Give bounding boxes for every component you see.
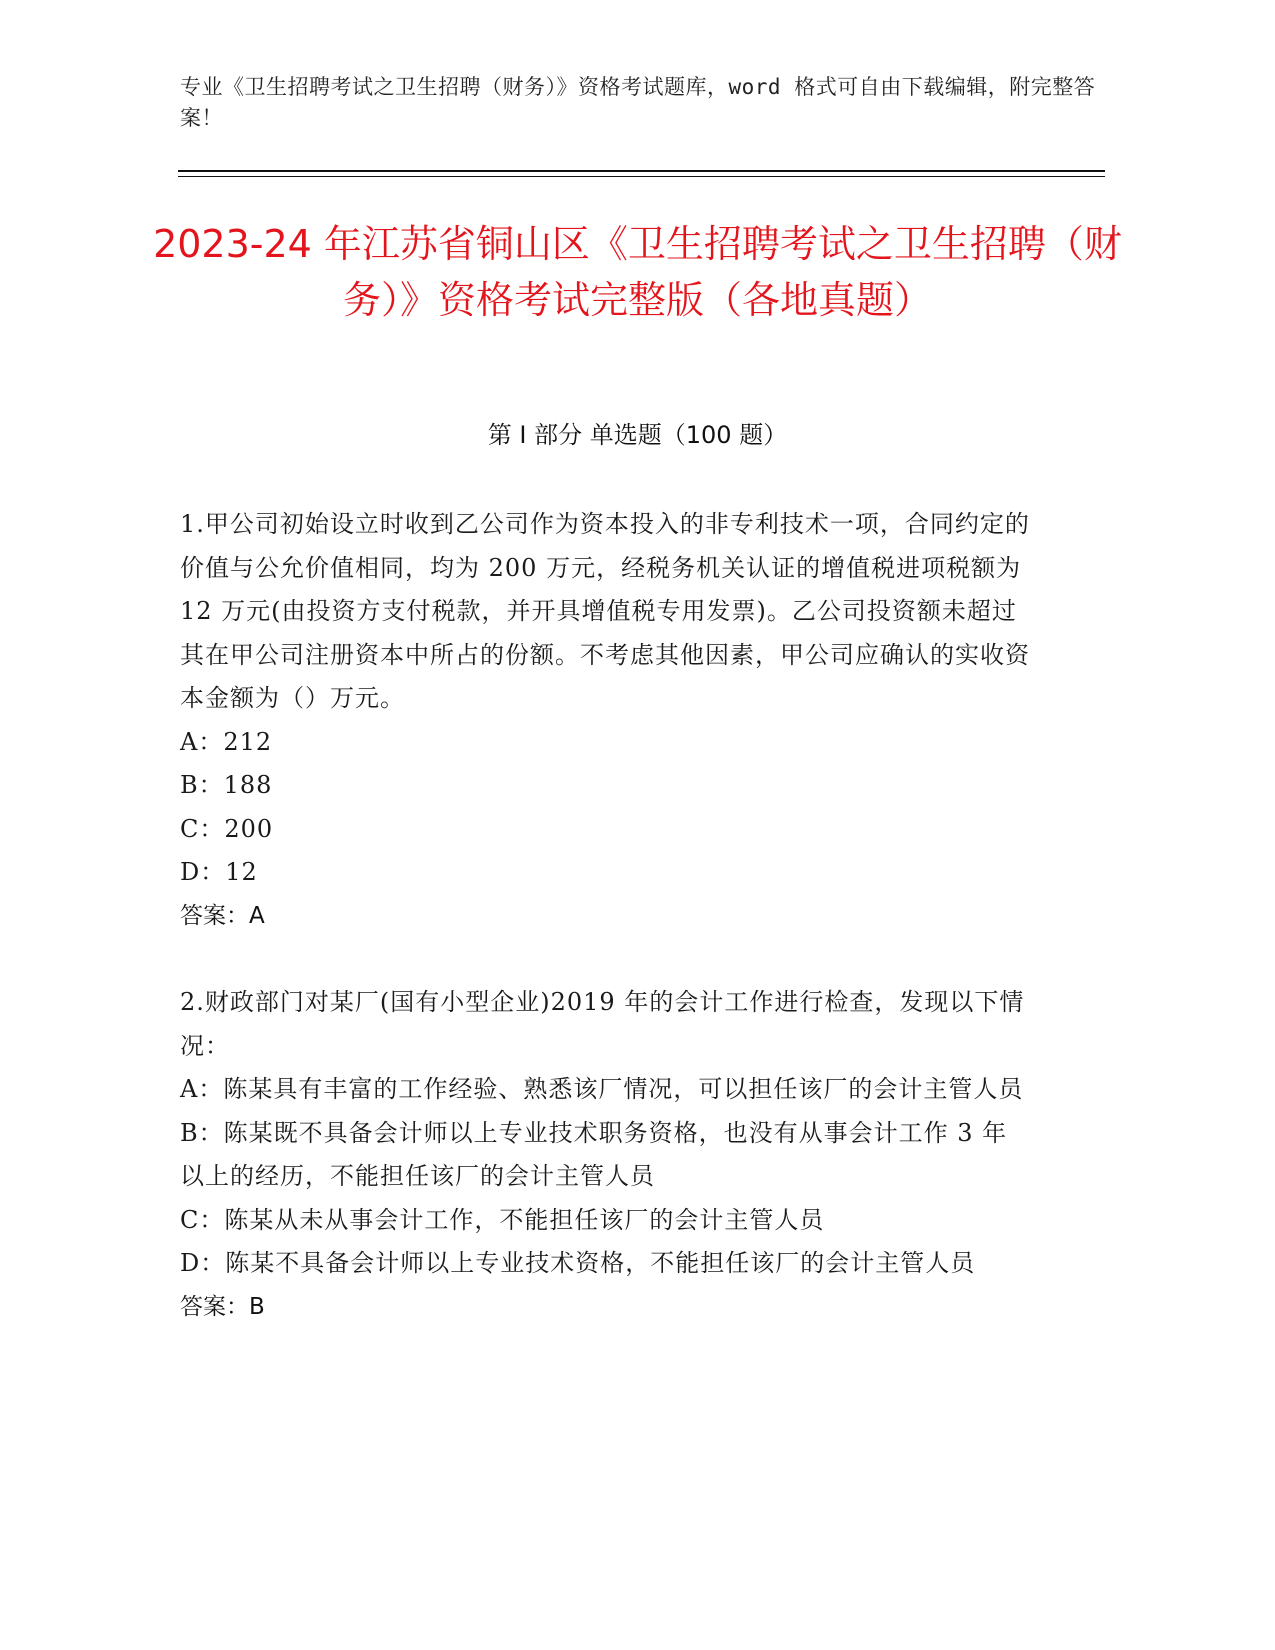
question-1-option-a: A：212: [180, 727, 273, 756]
question-1: [180, 503, 1030, 938]
question-2-option-a: A：陈某具有丰富的工作经验、熟悉该厂情况，可以担任该厂的会计主管人员: [180, 1075, 1024, 1103]
question-2-text: 2.财政部门对某厂(国有小型企业)2019 年的会计工作进行检查，发现以下情况：: [180, 988, 1025, 1060]
document-title: 2023-24 年江苏省铜山区《卫生招聘考试之卫生招聘（财务）》资格考试完整版（各地真题）: [153, 222, 1122, 322]
question-1-text: 1.甲公司初始设立时收到乙公司作为资本投入的非专利技术一项，合同约定的价值与公允价值相同，均为 200 万元，经税务机关认证的增值税进项税额为 12 万元(由投资方支付税款，并开具增值税专用发票)。乙公司投资额未超过其在甲公司注册资本中所占的份额。不考虑其他因素，甲公司应确认的实收资本金额为（）万元。: [180, 510, 1030, 712]
question-2-option-c: C：陈某从未从事会计工作，不能担任该厂的会计主管人员: [180, 1205, 825, 1234]
question-2-option-b: B：陈某既不具备会计师以上专业技术职务资格，也没有从事会计工作 3 年以上的经历，不能担任该厂的会计主管人员: [180, 1118, 1008, 1190]
question-1-answer: 答案：A: [180, 902, 265, 929]
header-note: 专业《卫生招聘考试之卫生招聘（财务）》资格考试题库，word 格式可自由下载编辑，附完整答案！: [180, 75, 1096, 130]
question-1-option-c: C：200: [180, 814, 274, 843]
question-2: [180, 981, 1030, 1329]
question-1-option-d: D：12: [180, 858, 258, 886]
header-rule-thick: [178, 170, 1105, 172]
section-heading: 第 I 部分 单选题（100 题）: [487, 421, 788, 449]
question-2-option-d: D：陈某不具备会计师以上专业技术资格，不能担任该厂的会计主管人员: [180, 1249, 976, 1277]
question-1-option-b: B：188: [180, 771, 273, 799]
question-2-answer: 答案：B: [180, 1293, 265, 1320]
header-rule-thin: [178, 176, 1105, 177]
